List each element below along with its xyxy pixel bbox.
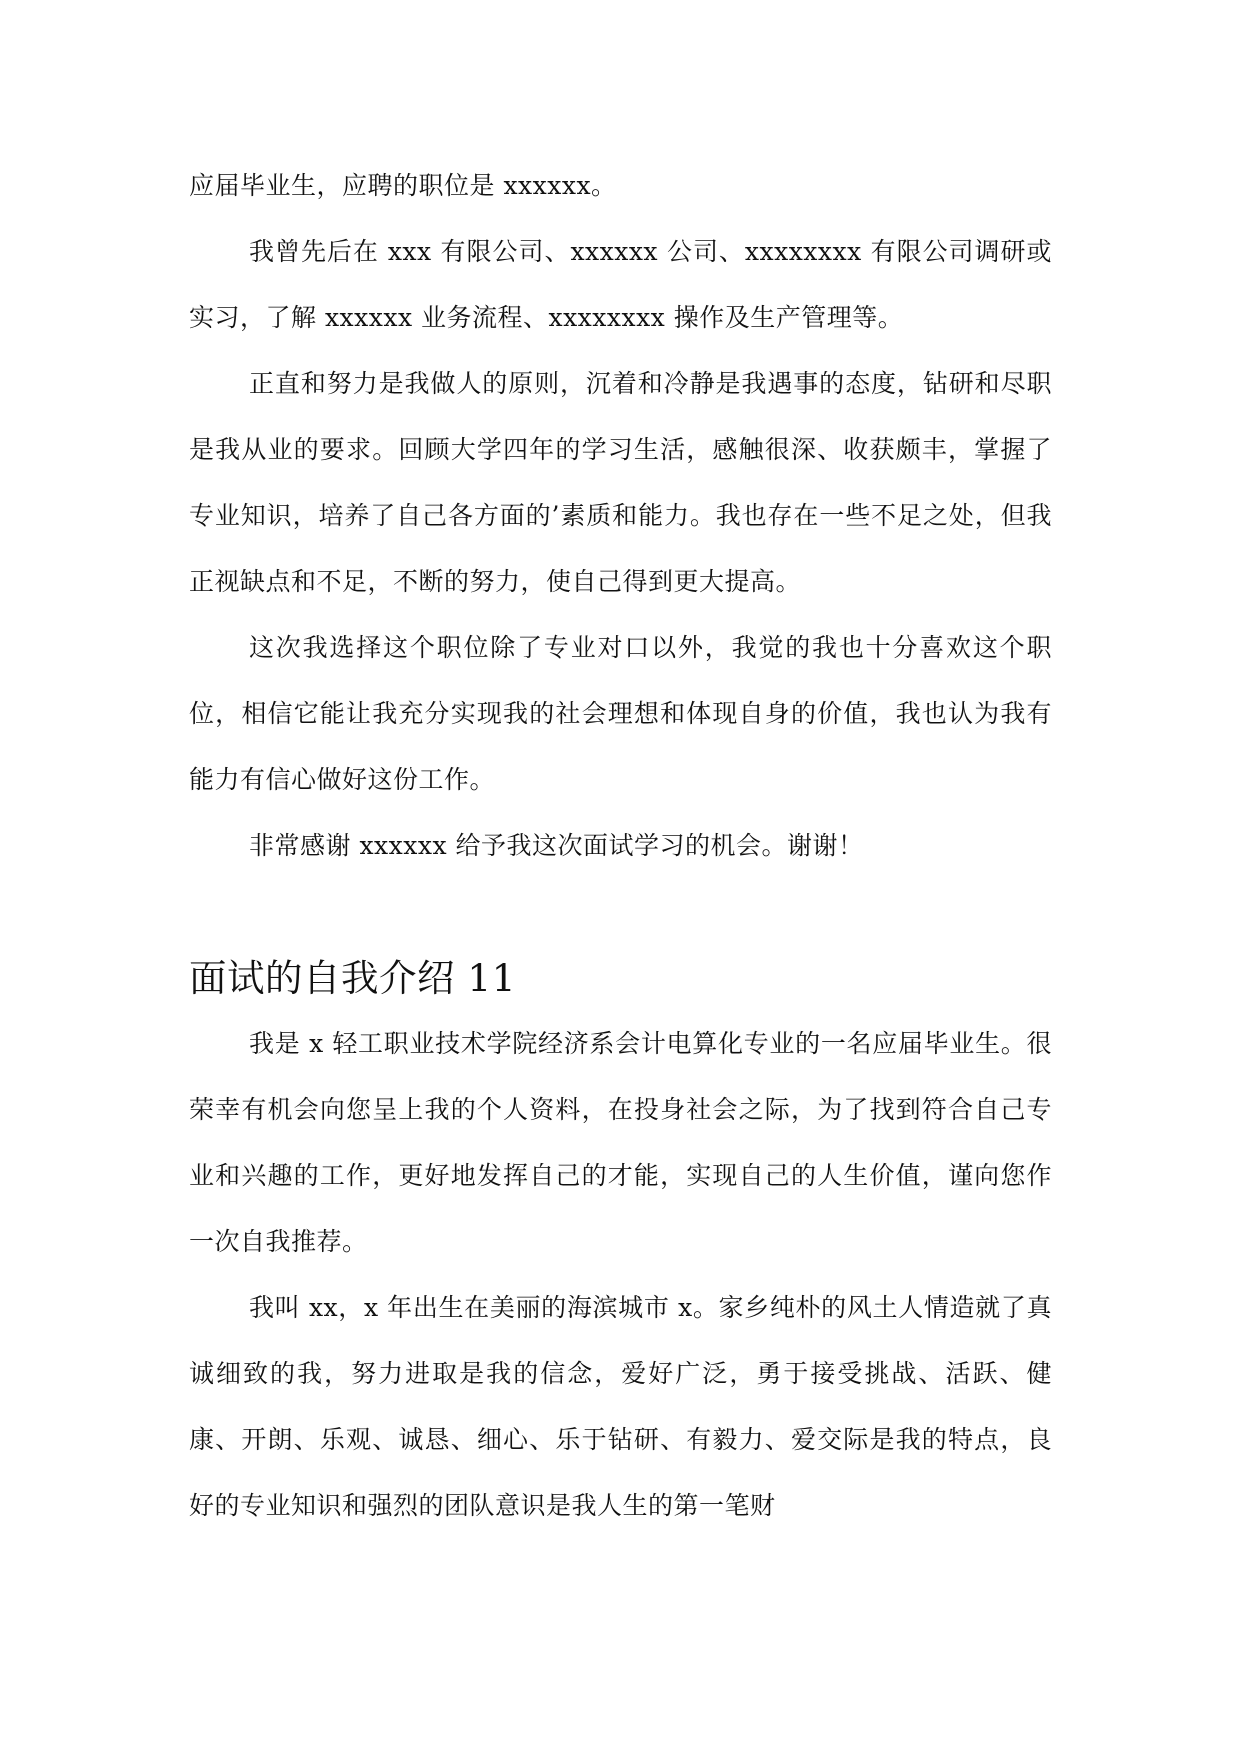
document-body xyxy=(189,153,1052,1539)
paragraph-self-recommendation: 我是 x 轻工职业技术学院经济系会计电算化专业的一名应届毕业生。很荣幸有机会向您呈上我的个人资料，在投身社会之际，为了找到符合自己专业和兴趣的工作，更好地发挥自己的才能，实现自己的人生价值，谨向您作一次自我推荐。 xyxy=(189,1029,1052,1256)
section-heading: 面试的自我介绍 11 xyxy=(189,956,517,1000)
paragraph-continuation: 应届毕业生，应聘的职位是 xxxxxx。 xyxy=(189,171,617,200)
paragraph-position-choice: 这次我选择这个职位除了专业对口以外，我觉的我也十分喜欢这个职位，相信它能让我充分实现我的社会理想和体现自身的价值，我也认为我有能力有信心做好这份工作。 xyxy=(189,633,1052,794)
paragraph-internship: 我曾先后在 xxx 有限公司、xxxxxx 公司、xxxxxxxx 有限公司调研或实习，了解 xxxxxx 业务流程、xxxxxxxx 操作及生产管理等。 xyxy=(189,237,1052,332)
paragraph-character: 正直和努力是我做人的原则，沉着和冷静是我遇事的态度，钻研和尽职是我从业的要求。回顾大学四年的学习生活，感触很深、收获颇丰，掌握了专业知识，培养了自己各方面的’素质和能力。我也存在一些不足之处，但我正视缺点和不足，不断的努力，使自己得到更大提高。 xyxy=(189,369,1052,596)
paragraph-personal-traits: 我叫 xx，x 年出生在美丽的海滨城市 x。家乡纯朴的风土人情造就了真诚细致的我，努力进取是我的信念，爱好广泛，勇于接受挑战、活跃、健康、开朗、乐观、诚恳、细心、乐于钻研、有毅力、爱交际是我的特点，良好的专业知识和强烈的团队意识是我人生的第一笔财 xyxy=(189,1293,1052,1520)
paragraph-thanks: 非常感谢 xxxxxx 给予我这次面试学习的机会。谢谢！ xyxy=(249,831,864,860)
